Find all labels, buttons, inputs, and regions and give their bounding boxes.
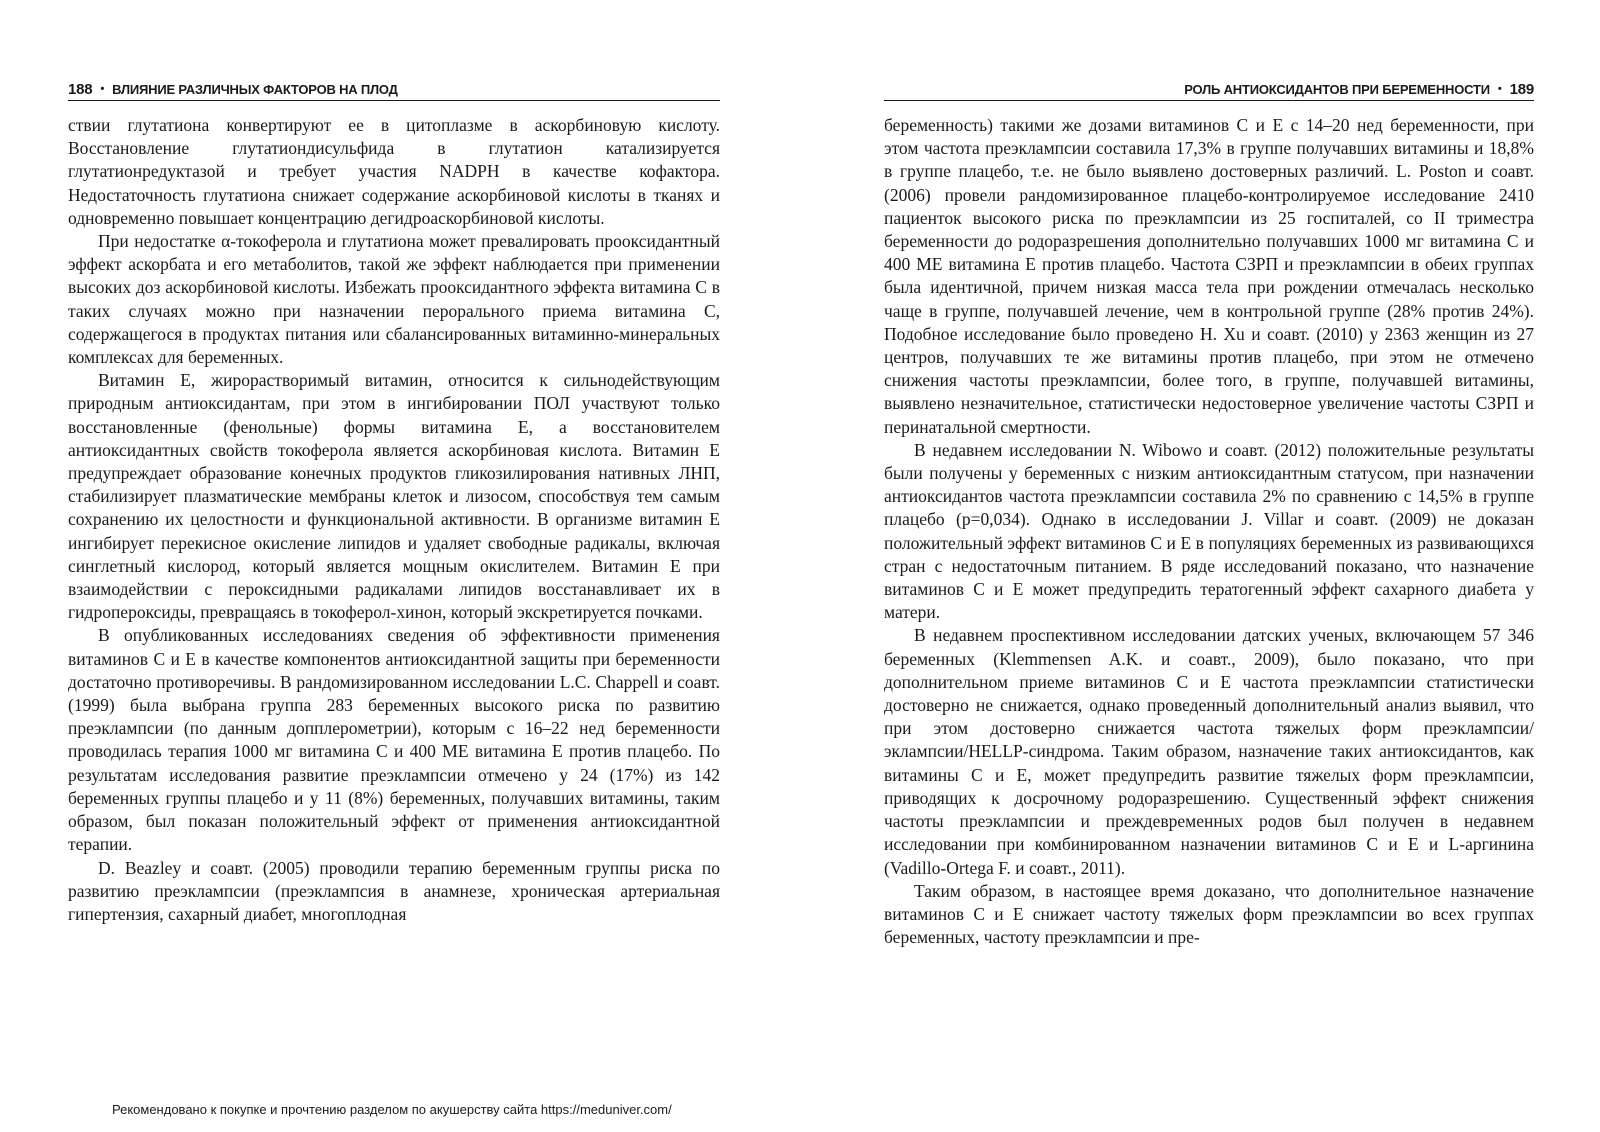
right-paragraph-3: В недавнем проспективном исследовании датских ученых, включающем 57 346 беременных (Klemmensen A.K. и соавт., 2009), было показано, что при дополнительном приеме витаминов С и Е частота преэклампсии статистически достоверно не снижается, однако проведенный дополнительный анализ выявил, что при этом достоверно снижается частота тяжелых форм преэклампсии/эклампсии/HELLP-синдрома. Таким образом, назначение таких антиоксидантов, как витамины С и Е, может предупредить развитие тяжелых форм преэклампсии, приводящих к досрочному родоразрешению. Существенный эффект снижения частоты преэклампсии и преждевременных родов был получен в недавнем исследовании при комбинированном назначении витаминов С и Е и L-аргинина (Vadillo-Ortega F. и соавт., 2011). — [884, 625, 1534, 878]
right-running-head — [884, 78, 1534, 101]
left-running-title: ВЛИЯНИЕ РАЗЛИЧНЫХ ФАКТОРОВ НА ПЛОД — [112, 81, 398, 97]
right-paragraph-1: беременность) такими же дозами витаминов С и Е с 14–20 нед беременности, при этом частота преэклампсии составила 17,3% в группе получавших витамины и 18,8% в группе плацебо, т.е. не было выявлено достоверных различий. L. Poston и соавт. (2006) провели рандомизированное плацебо-контролируемое исследование 2410 пациенток высокого риска по преэклампсии из 25 госпиталей, со II триместра беременности до родоразрешения дополнительно получавших 1000 мг витамина С и 400 МЕ витамина Е против плацебо. Частота СЗРП и преэклампсии в обеих группах была идентичной, причем низкая масса тела при рождении отмечалась несколько чаще в группе, получавшей лечение, чем в контрольной группе (28% против 24%). Подобное исследование было проведено H. Xu и соавт. (2010) у 2363 женщин из 27 центров, получавших те же витамины против плацебо, при этом не отмечено снижения частоты преэклампсии, более того, в группе, получавшей витамины, выявлено незначительное, статистически недостоверное увеличение частоты СЗРП и перинатальной смертности. — [884, 115, 1534, 437]
left-page-number: 188 — [68, 80, 93, 98]
right-head-separator: • — [1497, 83, 1502, 95]
right-body-text — [884, 114, 1534, 949]
left-paragraph-1: ствии глутатиона конвертируют ее в цитоплазме в аскорбиновую кислоту. Восстановление глутатиондисульфида в глутатион катализируется глутатионредуктазой и требует участия NADPH в качестве кофактора. Недостаточность глутатиона снижает содержание аскорбиновой кислоты в тканях и одновременно повышает концентрацию дегидроаскорбиновой кислоты. — [68, 115, 720, 228]
left-paragraph-2: При недостатке α-токоферола и глутатиона может превалировать прооксидантный эффект аскорбата и его метаболитов, такой же эффект наблюдается при применении высоких доз аскорбиновой кислоты. Избежать прооксидантного эффекта витамина С в таких случаях можно при назначении перорального приема витамина С, содержащегося в продуктах питания или сбалансированных витаминно-минеральных комплексах для беременных. — [68, 231, 720, 368]
right-running-title: РОЛЬ АНТИОКСИДАНТОВ ПРИ БЕРЕМЕННОСТИ — [1184, 81, 1490, 97]
right-paragraph-4: Таким образом, в настоящее время доказано, что дополнительное назначение витаминов С и Е снижает частоту тяжелых форм преэклампсии во всех группах беременных, частоту преэклампсии и пре- — [884, 880, 1534, 948]
left-body-text — [68, 114, 720, 926]
left-paragraph-5: D. Beazley и соавт. (2005) проводили терапию беременным группы риска по развитию преэклампсии (преэклампсия в анамнезе, хроническая артериальная гипертензия, сахарный диабет, многоплодная — [68, 857, 720, 924]
left-head-separator: • — [100, 83, 105, 95]
left-running-head — [68, 78, 720, 101]
footer-recommendation: Рекомендовано к покупке и прочтению разделом по акушерству сайта https://meduniver.com/ — [112, 1102, 672, 1117]
left-paragraph-3: Витамин Е, жирорастворимый витамин, относится к сильнодействующим природным антиоксидантам, при этом в ингибировании ПОЛ участвуют только восстановленные (фенольные) формы витамина Е, а восстановителем антиоксидантных свойств токоферола является аскорбиновая кислота. Витамин Е предупреждает образование конечных продуктов гликозилирования нативных ЛНП, стабилизирует плазматические мембраны клеток и лизосом, способствуя тем самым сохранению их целостности и функциональной активности. В организме витамин Е ингибирует перекисное окисление липидов и удаляет свободные радикалы, включая синглетный кислород, который является мощным окислителем. Витамин Е при взаимодействии с пероксидными радикалами липидов восстанавливает их в гидропероксиды, превращаясь в токоферол-хинон, который экскретируется почками. — [68, 370, 720, 623]
right-page-number: 189 — [1509, 80, 1534, 98]
right-paragraph-2: В недавнем исследовании N. Wibowo и соавт. (2012) положительные результаты были получены у беременных с низким антиоксидантным статусом, при назначении антиоксидантов частота преэклампсии составила 2% по сравнению с 14,5% в группе плацебо (p=0,034). Однако в исследовании J. Villar и соавт. (2009) не доказан положительный эффект витаминов С и Е в популяциях беременных из развивающихся стран с недостаточным питанием. В ряде исследований показано, что назначение витаминов С и Е может предупредить тератогенный эффект сахарного диабета у матери. — [884, 439, 1534, 623]
left-paragraph-4: В опубликованных исследованиях сведения об эффективности применения витаминов С и Е в качестве компонентов антиоксидантной защиты при беременности достаточно противоречивы. В рандомизированном исследовании L.C. Chappell и соавт. (1999) была выбрана группа 283 беременных высокого риска по развитию преэклампсии (по данным допплерометрии), которым с 16–22 нед беременности проводилась терапия 1000 мг витамина С и 400 МЕ витамина Е против плацебо. По результатам исследования развитие преэклампсии отмечено у 24 (17%) из 142 беременных группы плацебо и у 11 (8%) беременных, получавших витамины, таким образом, был показан положительный эффект от применения антиоксидантной терапии. — [68, 625, 720, 855]
